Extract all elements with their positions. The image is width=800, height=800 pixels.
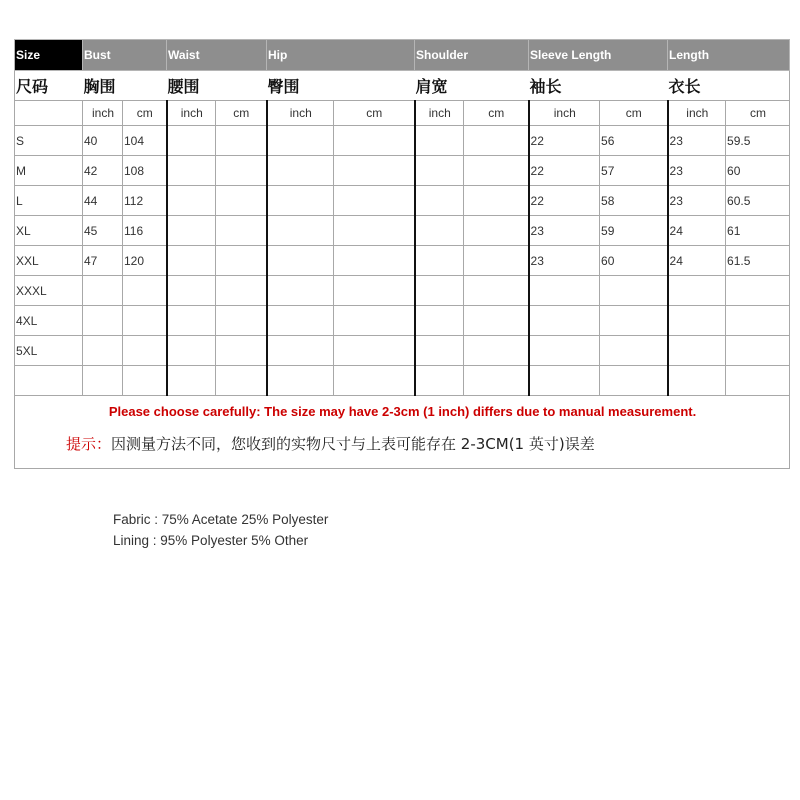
cn-label-bust: 胸围 xyxy=(83,71,167,101)
length-cm-cell xyxy=(726,336,790,366)
hip-cm-cell xyxy=(334,276,415,306)
length-cm-cell xyxy=(726,306,790,336)
hip-inch-cell xyxy=(267,366,334,396)
table-row xyxy=(15,336,790,366)
sleeve-cm-cell: 59 xyxy=(600,216,668,246)
header-length: Length xyxy=(668,40,790,71)
unit-inch: inch xyxy=(167,101,216,126)
sleeve-cm-cell: 56 xyxy=(600,126,668,156)
bust-inch-cell xyxy=(83,306,123,336)
hip-cm-cell xyxy=(334,366,415,396)
unit-cm: cm xyxy=(334,101,415,126)
length-cm-cell: 60 xyxy=(726,156,790,186)
unit-inch: inch xyxy=(415,101,464,126)
bust-inch-cell: 47 xyxy=(83,246,123,276)
header-hip: Hip xyxy=(267,40,415,71)
waist-cm-cell xyxy=(216,216,267,246)
sleeve-inch-cell xyxy=(529,336,600,366)
bust-inch-cell: 45 xyxy=(83,216,123,246)
measurement-warning: Please choose carefully: The size may have 2-3cm (1 inch) differs due to manual measurement. xyxy=(108,404,697,419)
length-cm-cell xyxy=(726,276,790,306)
size-cell: M xyxy=(15,156,83,186)
hip-cm-cell xyxy=(334,336,415,366)
size-cell xyxy=(15,366,83,396)
sleeve-cm-cell: 58 xyxy=(600,186,668,216)
shoulder-inch-cell xyxy=(415,186,464,216)
waist-inch-cell xyxy=(167,366,216,396)
table-row xyxy=(15,366,790,396)
hip-cm-cell xyxy=(334,186,415,216)
header-sleeve-length: Sleeve Length xyxy=(529,40,668,71)
waist-cm-cell xyxy=(216,186,267,216)
sleeve-inch-cell: 23 xyxy=(529,246,600,276)
length-inch-cell: 23 xyxy=(668,126,726,156)
unit-cm: cm xyxy=(464,101,529,126)
bust-inch-cell xyxy=(83,276,123,306)
bust-cm-cell xyxy=(123,336,167,366)
tip-label: 提示： xyxy=(66,435,112,453)
sleeve-inch-cell xyxy=(529,306,600,336)
sleeve-cm-cell: 60 xyxy=(600,246,668,276)
bust-inch-cell: 40 xyxy=(83,126,123,156)
tip-text: 因测量方法不同，您收到的实物尺寸与上表可能存在 2-3CM(1 英寸)误差 xyxy=(111,435,595,453)
waist-cm-cell xyxy=(216,366,267,396)
unit-cm: cm xyxy=(726,101,790,126)
waist-inch-cell xyxy=(167,306,216,336)
unit-row xyxy=(15,101,790,126)
hip-cm-cell xyxy=(334,306,415,336)
table-row xyxy=(15,276,790,306)
bust-cm-cell: 112 xyxy=(123,186,167,216)
shoulder-cm-cell xyxy=(464,216,529,246)
bust-cm-cell xyxy=(123,276,167,306)
bust-cm-cell: 108 xyxy=(123,156,167,186)
bust-inch-cell: 44 xyxy=(83,186,123,216)
sleeve-inch-cell: 22 xyxy=(529,126,600,156)
sleeve-cm-cell: 57 xyxy=(600,156,668,186)
shoulder-cm-cell xyxy=(464,126,529,156)
shoulder-cm-cell xyxy=(464,186,529,216)
bust-inch-cell: 42 xyxy=(83,156,123,186)
unit-cm: cm xyxy=(123,101,167,126)
unit-blank xyxy=(15,101,83,126)
bust-inch-cell xyxy=(83,336,123,366)
sleeve-inch-cell xyxy=(529,366,600,396)
shoulder-inch-cell xyxy=(415,216,464,246)
waist-cm-cell xyxy=(216,336,267,366)
header-bust: Bust xyxy=(83,40,167,71)
bust-cm-cell xyxy=(123,306,167,336)
sleeve-cm-cell xyxy=(600,276,668,306)
waist-cm-cell xyxy=(216,156,267,186)
table-row xyxy=(15,126,790,156)
shoulder-inch-cell xyxy=(415,306,464,336)
measurement-tip xyxy=(16,433,789,454)
length-inch-cell xyxy=(668,306,726,336)
hip-cm-cell xyxy=(334,156,415,186)
unit-inch: inch xyxy=(529,101,600,126)
waist-cm-cell xyxy=(216,276,267,306)
hip-inch-cell xyxy=(267,306,334,336)
hip-inch-cell xyxy=(267,336,334,366)
sleeve-inch-cell: 22 xyxy=(529,186,600,216)
sleeve-cm-cell xyxy=(600,306,668,336)
shoulder-inch-cell xyxy=(415,246,464,276)
waist-inch-cell xyxy=(167,186,216,216)
size-cell: S xyxy=(15,126,83,156)
hip-inch-cell xyxy=(267,276,334,306)
table-row xyxy=(15,246,790,276)
bust-cm-cell xyxy=(123,366,167,396)
sleeve-cm-cell xyxy=(600,336,668,366)
bust-inch-cell xyxy=(83,366,123,396)
size-cell: 4XL xyxy=(15,306,83,336)
waist-cm-cell xyxy=(216,246,267,276)
waist-cm-cell xyxy=(216,126,267,156)
cn-label-length: 衣长 xyxy=(668,71,790,101)
lining-line: Lining : 95% Polyester 5% Other xyxy=(113,533,309,548)
shoulder-inch-cell xyxy=(415,156,464,186)
size-cell: 5XL xyxy=(15,336,83,366)
size-cell: XL xyxy=(15,216,83,246)
table-row xyxy=(15,306,790,336)
length-cm-cell: 59.5 xyxy=(726,126,790,156)
hip-inch-cell xyxy=(267,186,334,216)
waist-inch-cell xyxy=(167,126,216,156)
waist-inch-cell xyxy=(167,336,216,366)
hip-cm-cell xyxy=(334,126,415,156)
hip-inch-cell xyxy=(267,216,334,246)
length-cm-cell: 61.5 xyxy=(726,246,790,276)
table-row xyxy=(15,186,790,216)
shoulder-cm-cell xyxy=(464,246,529,276)
waist-inch-cell xyxy=(167,216,216,246)
shoulder-cm-cell xyxy=(464,306,529,336)
cn-label-row xyxy=(15,71,790,101)
cn-label-sleeve: 袖长 xyxy=(529,71,668,101)
cn-label-hip: 臀围 xyxy=(267,71,415,101)
shoulder-inch-cell xyxy=(415,276,464,306)
table-row xyxy=(15,156,790,186)
length-inch-cell xyxy=(668,336,726,366)
sleeve-cm-cell xyxy=(600,366,668,396)
cn-label-waist: 腰围 xyxy=(167,71,267,101)
size-cell: XXL xyxy=(15,246,83,276)
length-inch-cell: 24 xyxy=(668,246,726,276)
shoulder-cm-cell xyxy=(464,156,529,186)
unit-cm: cm xyxy=(216,101,267,126)
header-size: Size xyxy=(15,40,83,71)
waist-inch-cell xyxy=(167,156,216,186)
unit-inch: inch xyxy=(267,101,334,126)
length-inch-cell: 23 xyxy=(668,156,726,186)
bust-cm-cell: 116 xyxy=(123,216,167,246)
length-inch-cell xyxy=(668,276,726,306)
waist-inch-cell xyxy=(167,246,216,276)
unit-inch: inch xyxy=(83,101,123,126)
bust-cm-cell: 104 xyxy=(123,126,167,156)
fabric-line: Fabric : 75% Acetate 25% Polyester xyxy=(113,512,329,527)
cn-label-shoulder: 肩宽 xyxy=(415,71,529,101)
sleeve-inch-cell: 23 xyxy=(529,216,600,246)
hip-cm-cell xyxy=(334,246,415,276)
length-inch-cell: 24 xyxy=(668,216,726,246)
cn-label-size: 尺码 xyxy=(15,71,83,101)
size-cell: L xyxy=(15,186,83,216)
notice-row xyxy=(15,396,790,469)
size-chart xyxy=(14,39,789,469)
header-shoulder: Shoulder xyxy=(415,40,529,71)
bust-cm-cell: 120 xyxy=(123,246,167,276)
length-cm-cell: 60.5 xyxy=(726,186,790,216)
shoulder-cm-cell xyxy=(464,336,529,366)
length-cm-cell xyxy=(726,366,790,396)
shoulder-inch-cell xyxy=(415,366,464,396)
size-chart-table xyxy=(14,39,790,469)
hip-inch-cell xyxy=(267,246,334,276)
notice-cell xyxy=(15,396,790,469)
shoulder-cm-cell xyxy=(464,276,529,306)
shoulder-cm-cell xyxy=(464,366,529,396)
sleeve-inch-cell xyxy=(529,276,600,306)
header-row xyxy=(15,40,790,71)
length-cm-cell: 61 xyxy=(726,216,790,246)
table-row xyxy=(15,216,790,246)
waist-cm-cell xyxy=(216,306,267,336)
shoulder-inch-cell xyxy=(415,336,464,366)
length-inch-cell: 23 xyxy=(668,186,726,216)
shoulder-inch-cell xyxy=(415,126,464,156)
length-inch-cell xyxy=(668,366,726,396)
hip-inch-cell xyxy=(267,126,334,156)
hip-cm-cell xyxy=(334,216,415,246)
unit-cm: cm xyxy=(600,101,668,126)
waist-inch-cell xyxy=(167,276,216,306)
hip-inch-cell xyxy=(267,156,334,186)
size-cell: XXXL xyxy=(15,276,83,306)
header-waist: Waist xyxy=(167,40,267,71)
fabric-info xyxy=(113,509,328,551)
unit-inch: inch xyxy=(668,101,726,126)
sleeve-inch-cell: 22 xyxy=(529,156,600,186)
